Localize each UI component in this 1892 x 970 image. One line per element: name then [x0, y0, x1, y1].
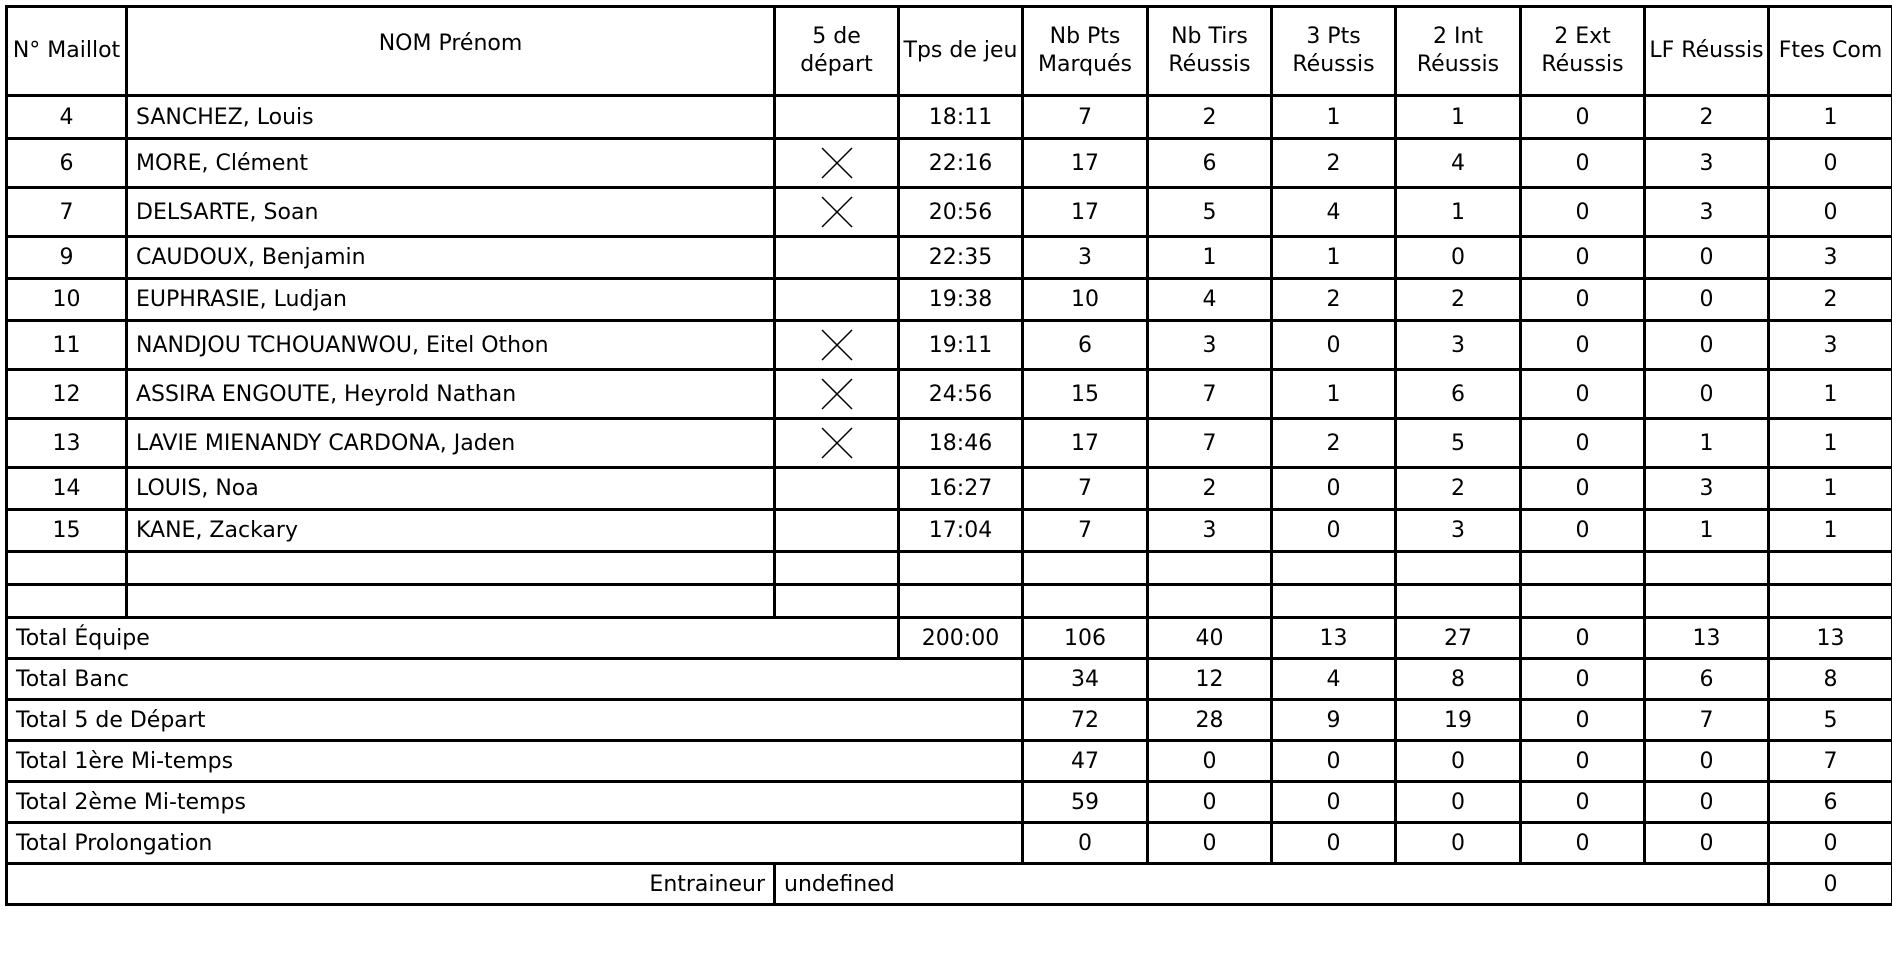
player-2ext: 0 [1521, 237, 1645, 279]
header-tirs: Nb Tirs Réussis [1148, 7, 1272, 96]
total-points: 47 [1023, 741, 1148, 782]
player-2int: 1 [1396, 188, 1521, 237]
total-2ext: 0 [1521, 782, 1645, 823]
player-lf: 3 [1645, 468, 1769, 510]
player-points: 17 [1023, 188, 1148, 237]
player-2int: 6 [1396, 370, 1521, 419]
total-points: 59 [1023, 782, 1148, 823]
player-3pts: 2 [1272, 139, 1396, 188]
starter-cell [775, 510, 899, 552]
total-2ext: 0 [1521, 741, 1645, 782]
header-nom: NOM Prénom [127, 7, 775, 96]
player-name: SANCHEZ, Louis [127, 96, 775, 139]
player-tirs: 3 [1148, 321, 1272, 370]
empty-cell [899, 552, 1023, 585]
header-2int: 2 Int Réussis [1396, 7, 1521, 96]
total-row [7, 700, 1892, 741]
player-time: 18:11 [899, 96, 1023, 139]
header-fautes: Ftes Com [1769, 7, 1892, 96]
player-fautes: 1 [1769, 468, 1892, 510]
total-label: Total Prolongation [7, 823, 1023, 864]
starter-cross-icon [821, 427, 853, 459]
total-lf: 0 [1645, 741, 1769, 782]
player-points: 10 [1023, 279, 1148, 321]
player-3pts: 2 [1272, 279, 1396, 321]
starter-cross-icon [821, 196, 853, 228]
player-fautes: 3 [1769, 237, 1892, 279]
player-2int: 0 [1396, 237, 1521, 279]
player-3pts: 1 [1272, 237, 1396, 279]
player-name: EUPHRASIE, Ludjan [127, 279, 775, 321]
player-points: 7 [1023, 96, 1148, 139]
total-row [7, 741, 1892, 782]
player-2ext: 0 [1521, 321, 1645, 370]
total-2int: 0 [1396, 823, 1521, 864]
table-row [7, 370, 1892, 419]
table-row [7, 237, 1892, 279]
empty-cell [1148, 552, 1272, 585]
player-name: DELSARTE, Soan [127, 188, 775, 237]
total-3pts: 0 [1272, 782, 1396, 823]
total-fautes: 8 [1769, 659, 1892, 700]
empty-cell [1769, 585, 1892, 618]
total-2int: 0 [1396, 741, 1521, 782]
starter-cell [775, 188, 899, 237]
player-lf: 3 [1645, 139, 1769, 188]
starter-cross-icon [821, 147, 853, 179]
player-stats-table [5, 5, 1892, 906]
empty-cell [1272, 552, 1396, 585]
player-number: 11 [7, 321, 127, 370]
total-tirs: 0 [1148, 823, 1272, 864]
coach-name: undefined [775, 864, 1769, 905]
player-name: NANDJOU TCHOUANWOU, Eitel Othon [127, 321, 775, 370]
empty-cell [1521, 552, 1645, 585]
player-2int: 2 [1396, 279, 1521, 321]
total-tirs: 28 [1148, 700, 1272, 741]
team-total-row [7, 618, 1892, 659]
empty-row [7, 585, 1892, 618]
total-row [7, 823, 1892, 864]
empty-cell [1272, 585, 1396, 618]
player-2ext: 0 [1521, 419, 1645, 468]
table-row [7, 510, 1892, 552]
player-time: 19:38 [899, 279, 1023, 321]
player-number: 14 [7, 468, 127, 510]
starter-cross-icon [821, 329, 853, 361]
total-label: Total 5 de Départ [7, 700, 1023, 741]
table-row [7, 419, 1892, 468]
total-2ext: 0 [1521, 618, 1645, 659]
player-2ext: 0 [1521, 188, 1645, 237]
player-time: 18:46 [899, 419, 1023, 468]
total-row [7, 659, 1892, 700]
player-time: 19:11 [899, 321, 1023, 370]
header-points: Nb Pts Marqués [1023, 7, 1148, 96]
player-tirs: 2 [1148, 468, 1272, 510]
starter-cell [775, 139, 899, 188]
empty-row [7, 552, 1892, 585]
total-points: 0 [1023, 823, 1148, 864]
total-lf: 13 [1645, 618, 1769, 659]
player-2ext: 0 [1521, 468, 1645, 510]
player-2int: 5 [1396, 419, 1521, 468]
starter-cell [775, 279, 899, 321]
player-points: 6 [1023, 321, 1148, 370]
total-2int: 27 [1396, 618, 1521, 659]
total-3pts: 13 [1272, 618, 1396, 659]
total-2int: 0 [1396, 782, 1521, 823]
player-tirs: 7 [1148, 419, 1272, 468]
player-tirs: 7 [1148, 370, 1272, 419]
player-lf: 0 [1645, 237, 1769, 279]
player-2int: 2 [1396, 468, 1521, 510]
empty-cell [1645, 585, 1769, 618]
player-2int: 4 [1396, 139, 1521, 188]
empty-cell [1396, 585, 1521, 618]
player-lf: 0 [1645, 279, 1769, 321]
coach-label: Entraineur [7, 864, 775, 905]
player-3pts: 2 [1272, 419, 1396, 468]
total-2ext: 0 [1521, 700, 1645, 741]
player-number: 4 [7, 96, 127, 139]
empty-cell [1023, 552, 1148, 585]
player-2ext: 0 [1521, 510, 1645, 552]
coach-fautes: 0 [1769, 864, 1892, 905]
empty-cell [899, 585, 1023, 618]
empty-cell [7, 585, 127, 618]
total-points: 106 [1023, 618, 1148, 659]
player-tirs: 2 [1148, 96, 1272, 139]
player-time: 22:35 [899, 237, 1023, 279]
player-2int: 3 [1396, 510, 1521, 552]
header-maillot: N° Maillot [7, 7, 127, 96]
empty-cell [775, 552, 899, 585]
player-name: KANE, Zackary [127, 510, 775, 552]
total-points: 72 [1023, 700, 1148, 741]
player-lf: 3 [1645, 188, 1769, 237]
total-lf: 6 [1645, 659, 1769, 700]
player-number: 15 [7, 510, 127, 552]
total-2int: 19 [1396, 700, 1521, 741]
player-2ext: 0 [1521, 370, 1645, 419]
player-name: CAUDOUX, Benjamin [127, 237, 775, 279]
total-2int: 8 [1396, 659, 1521, 700]
player-name: LAVIE MIENANDY CARDONA, Jaden [127, 419, 775, 468]
total-fautes: 7 [1769, 741, 1892, 782]
player-2ext: 0 [1521, 139, 1645, 188]
player-number: 7 [7, 188, 127, 237]
player-3pts: 1 [1272, 370, 1396, 419]
player-2int: 3 [1396, 321, 1521, 370]
total-fautes: 6 [1769, 782, 1892, 823]
empty-cell [1769, 552, 1892, 585]
total-3pts: 9 [1272, 700, 1396, 741]
total-lf: 0 [1645, 823, 1769, 864]
total-3pts: 0 [1272, 741, 1396, 782]
player-name: LOUIS, Noa [127, 468, 775, 510]
header-3pts: 3 Pts Réussis [1272, 7, 1396, 96]
table-row [7, 96, 1892, 139]
empty-cell [1521, 585, 1645, 618]
player-tirs: 3 [1148, 510, 1272, 552]
starter-cross-icon [821, 378, 853, 410]
total-tirs: 12 [1148, 659, 1272, 700]
starter-cell [775, 321, 899, 370]
player-2int: 1 [1396, 96, 1521, 139]
player-lf: 0 [1645, 370, 1769, 419]
starter-cell [775, 370, 899, 419]
player-lf: 0 [1645, 321, 1769, 370]
header-lf: LF Réussis [1645, 7, 1769, 96]
starter-cell [775, 419, 899, 468]
header-2ext: 2 Ext Réussis [1521, 7, 1645, 96]
total-points: 34 [1023, 659, 1148, 700]
coach-row [7, 864, 1892, 905]
player-3pts: 0 [1272, 510, 1396, 552]
total-lf: 0 [1645, 782, 1769, 823]
empty-cell [1148, 585, 1272, 618]
empty-cell [127, 552, 775, 585]
total-fautes: 0 [1769, 823, 1892, 864]
player-number: 6 [7, 139, 127, 188]
total-row [7, 782, 1892, 823]
player-2ext: 0 [1521, 96, 1645, 139]
total-label: Total 1ère Mi-temps [7, 741, 1023, 782]
player-points: 3 [1023, 237, 1148, 279]
player-time: 22:16 [899, 139, 1023, 188]
player-points: 17 [1023, 139, 1148, 188]
total-equipe-label: Total Équipe [7, 618, 899, 659]
player-fautes: 0 [1769, 188, 1892, 237]
empty-cell [1645, 552, 1769, 585]
empty-cell [127, 585, 775, 618]
total-tirs: 0 [1148, 741, 1272, 782]
header-temps-jeu: Tps de jeu [899, 7, 1023, 96]
player-time: 20:56 [899, 188, 1023, 237]
total-lf: 7 [1645, 700, 1769, 741]
player-tirs: 6 [1148, 139, 1272, 188]
table-row [7, 468, 1892, 510]
empty-cell [1023, 585, 1148, 618]
table-row [7, 279, 1892, 321]
empty-cell [775, 585, 899, 618]
header-row [7, 7, 1892, 96]
player-fautes: 3 [1769, 321, 1892, 370]
total-label: Total 2ème Mi-temps [7, 782, 1023, 823]
starter-cell [775, 468, 899, 510]
total-3pts: 4 [1272, 659, 1396, 700]
player-tirs: 5 [1148, 188, 1272, 237]
player-fautes: 1 [1769, 419, 1892, 468]
player-time: 24:56 [899, 370, 1023, 419]
player-points: 7 [1023, 510, 1148, 552]
header-cinq-depart: 5 de départ [775, 7, 899, 96]
player-3pts: 0 [1272, 321, 1396, 370]
player-number: 12 [7, 370, 127, 419]
player-tirs: 1 [1148, 237, 1272, 279]
total-time: 200:00 [899, 618, 1023, 659]
player-fautes: 0 [1769, 139, 1892, 188]
table-row [7, 321, 1892, 370]
total-fautes: 13 [1769, 618, 1892, 659]
player-number: 13 [7, 419, 127, 468]
total-fautes: 5 [1769, 700, 1892, 741]
empty-cell [1396, 552, 1521, 585]
starter-cell [775, 96, 899, 139]
total-2ext: 0 [1521, 823, 1645, 864]
player-number: 9 [7, 237, 127, 279]
player-lf: 1 [1645, 510, 1769, 552]
total-label: Total Banc [7, 659, 1023, 700]
player-name: MORE, Clément [127, 139, 775, 188]
player-time: 16:27 [899, 468, 1023, 510]
player-points: 17 [1023, 419, 1148, 468]
player-lf: 1 [1645, 419, 1769, 468]
player-3pts: 4 [1272, 188, 1396, 237]
player-tirs: 4 [1148, 279, 1272, 321]
total-tirs: 0 [1148, 782, 1272, 823]
player-3pts: 1 [1272, 96, 1396, 139]
table-row [7, 188, 1892, 237]
player-fautes: 1 [1769, 510, 1892, 552]
player-points: 15 [1023, 370, 1148, 419]
table-row [7, 139, 1892, 188]
player-points: 7 [1023, 468, 1148, 510]
starter-cell [775, 237, 899, 279]
player-fautes: 1 [1769, 96, 1892, 139]
total-tirs: 40 [1148, 618, 1272, 659]
player-lf: 2 [1645, 96, 1769, 139]
player-number: 10 [7, 279, 127, 321]
total-2ext: 0 [1521, 659, 1645, 700]
player-2ext: 0 [1521, 279, 1645, 321]
player-time: 17:04 [899, 510, 1023, 552]
player-fautes: 1 [1769, 370, 1892, 419]
player-fautes: 2 [1769, 279, 1892, 321]
player-name: ASSIRA ENGOUTE, Heyrold Nathan [127, 370, 775, 419]
empty-cell [7, 552, 127, 585]
player-3pts: 0 [1272, 468, 1396, 510]
total-3pts: 0 [1272, 823, 1396, 864]
